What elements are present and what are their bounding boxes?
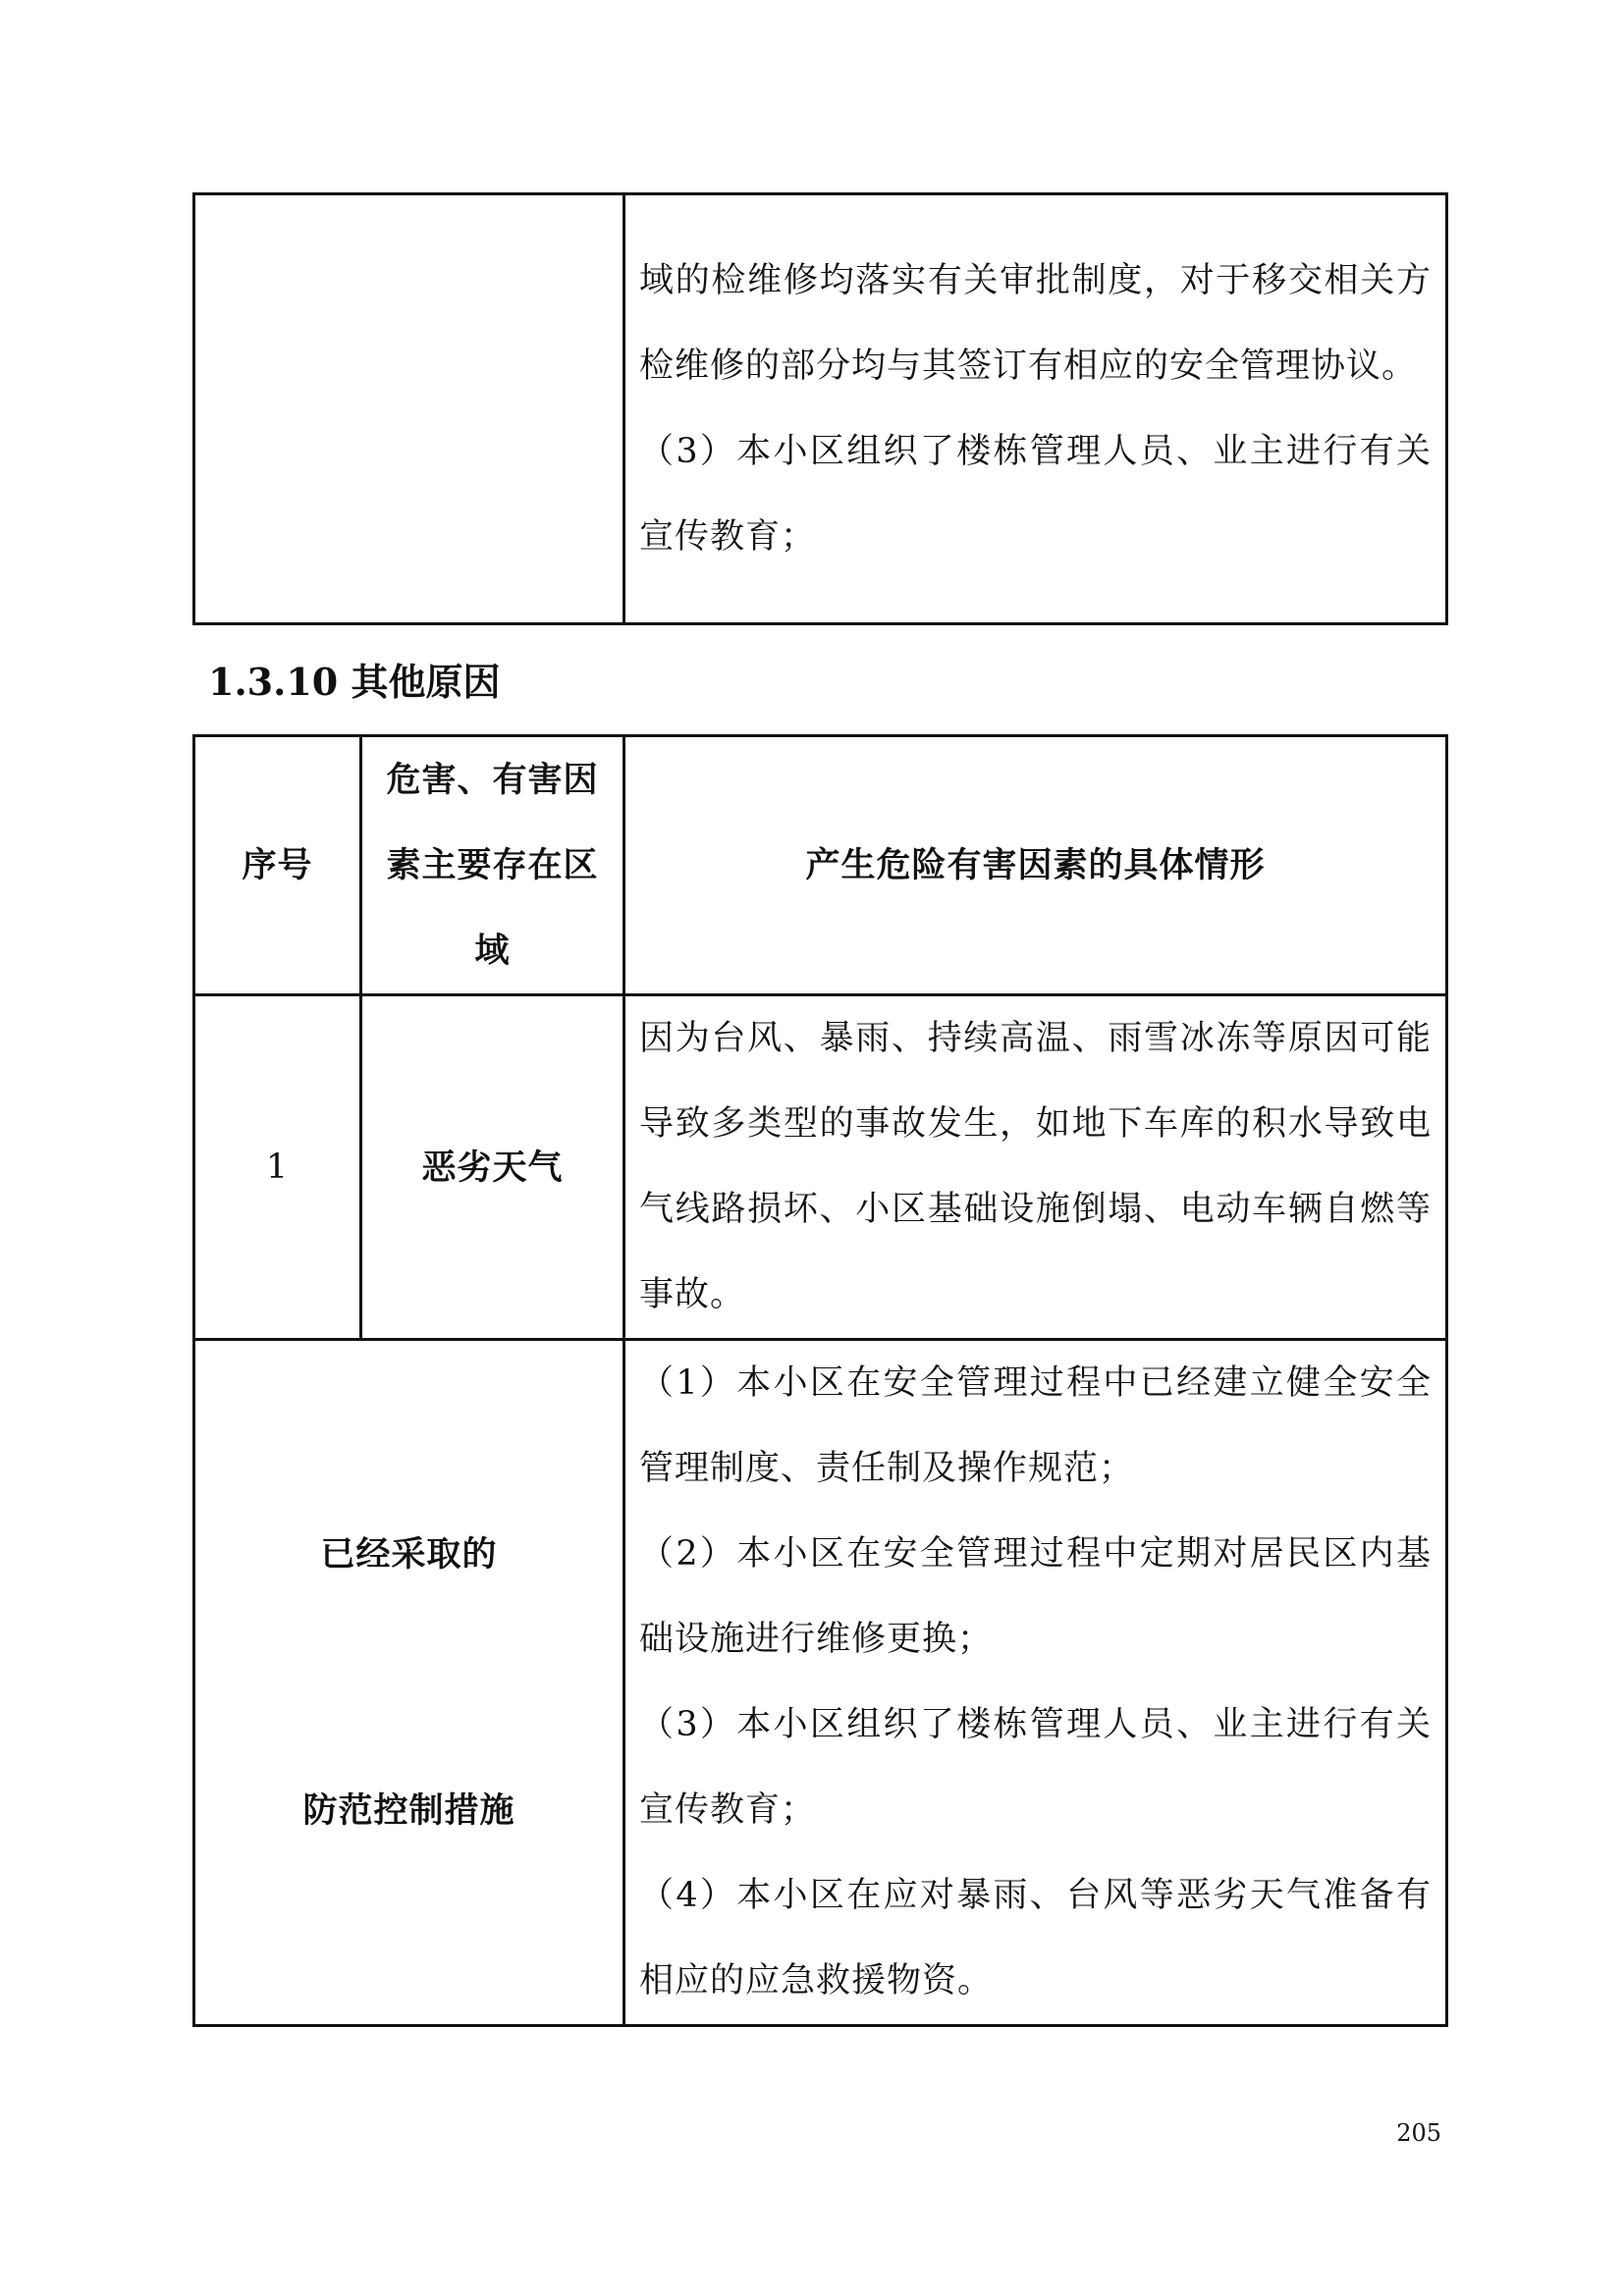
header-situation: 产生危险有害因素的具体情形 [624,736,1447,995]
measures-label-line1: 已经采取的 [320,1534,498,1575]
row-index: 1 [194,995,361,1340]
measure-item-2: （2）本小区在安全管理过程中定期对居民区内基础设施进行维修更换； [639,1534,1432,1659]
continued-measures-table [192,192,1448,625]
measures-content [624,1340,1447,2026]
continued-label-cell [194,194,624,624]
measures-label [194,1340,624,2026]
header-area: 危害、有害因素主要存在区域 [361,736,624,995]
measures-label-line2: 防范控制措施 [302,1790,515,1831]
header-index: 序号 [194,736,361,995]
table-header-row [194,736,1447,995]
continued-measure-item-3: （3）本小区组织了楼栋管理人员、业主进行有关宣传教育； [639,431,1432,557]
section-heading: 1.3.10 其他原因 [208,660,501,704]
continued-measure-text: 域的检维修均落实有关审批制度，对于移交相关方检维修的部分均与其签订有相应的安全管理协议。 [639,260,1432,386]
page-number: 205 [1396,2119,1441,2147]
continued-measures-cell [624,194,1447,624]
row-situation: 因为台风、暴雨、持续高温、雨雪冰冻等原因可能导致多类型的事故发生，如地下车库的积水导致电气线路损坏、小区基础设施倒塌、电动车辆自燃等事故。 [624,995,1447,1340]
measures-row [194,1340,1447,2026]
hazard-table [192,734,1448,2027]
row-area: 恶劣天气 [361,995,624,1340]
measure-item-3: （3）本小区组织了楼栋管理人员、业主进行有关宣传教育； [639,1705,1432,1830]
measure-item-4: （4）本小区在应对暴雨、台风等恶劣天气准备有相应的应急救援物资。 [639,1876,1432,2001]
table-row [194,995,1447,1340]
measure-item-1: （1）本小区在安全管理过程中已经建立健全安全管理制度、责任制及操作规范； [639,1363,1432,1488]
